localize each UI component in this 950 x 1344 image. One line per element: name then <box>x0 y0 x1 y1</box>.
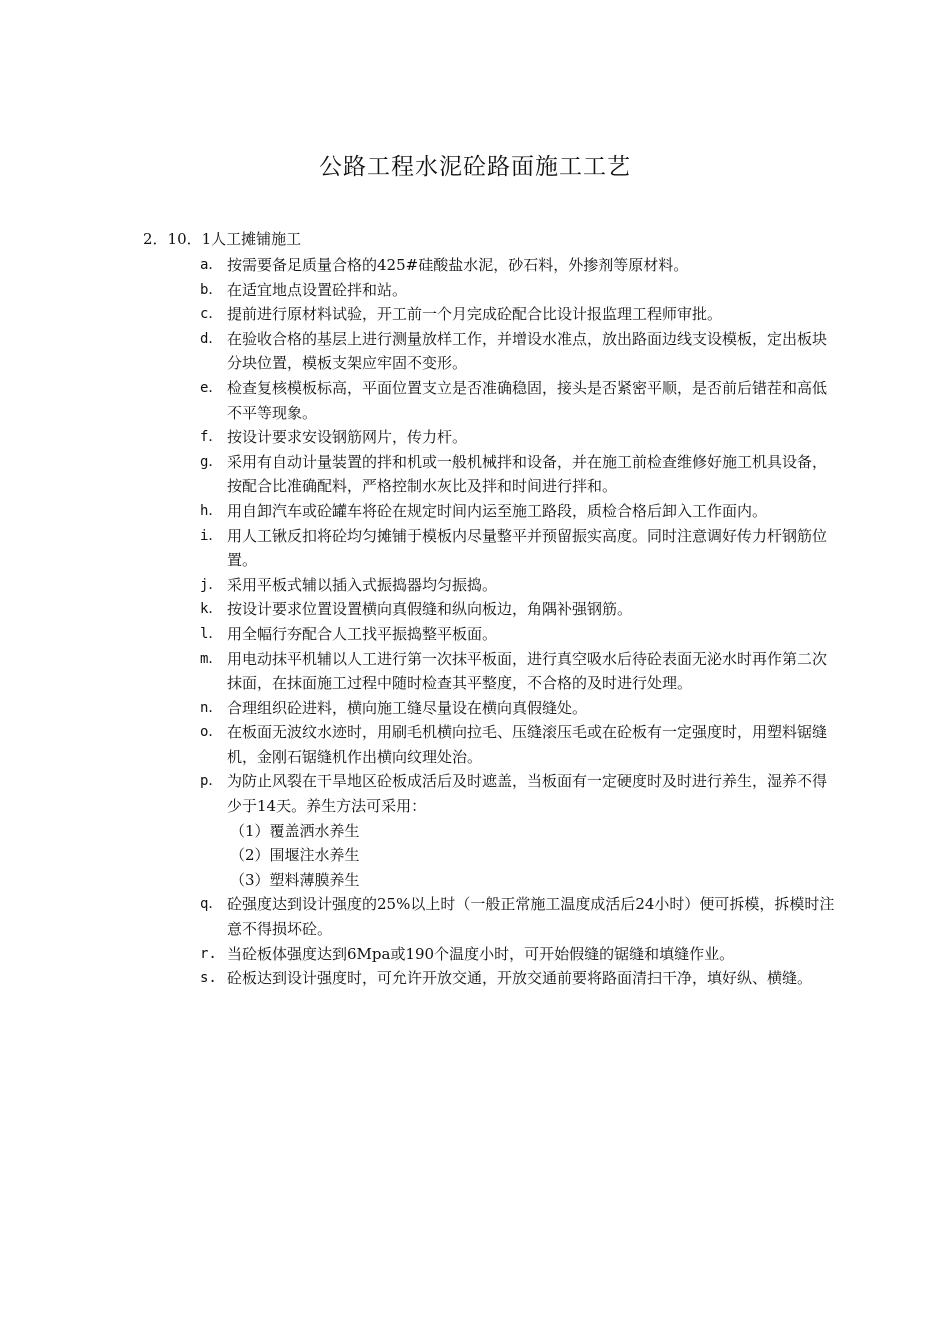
curing-method-item: （2）围堰注水养生 <box>230 846 360 865</box>
item-marker: a． <box>200 257 223 273</box>
item-text: 用人工锹反扣将砼均匀摊铺于模板内尽量整平并预留振实高度。同时注意调好传力杆钢筋位置。 <box>227 526 828 570</box>
page-title: 公路工程水泥砼路面施工工艺 <box>319 154 631 180</box>
item-marker: f． <box>200 429 223 446</box>
item-text: 用电动抹平机辅以人工进行第一次抹平板面，进行真空吸水后待砼表面无泌水时再作第二次抹面，在抹面施工过程中随时检查其平整度，不合格的及时进行处理。 <box>227 649 828 693</box>
item-marker: e． <box>200 379 223 396</box>
item-text: 按需要备足质量合格的425#硅酸盐水泥，砂石料，外掺剂等原材料。 <box>227 256 689 274</box>
list-item <box>200 622 840 647</box>
item-marker: j． <box>200 576 223 593</box>
item-text: 用全幅行夯配合人工找平振捣整平板面。 <box>227 624 498 643</box>
list-item <box>200 573 840 598</box>
list-item <box>200 499 840 524</box>
item-text: 砼板达到设计强度时，可允许开放交通，开放交通前要将路面清扫干净，填好纵、横缝。 <box>227 969 813 988</box>
section-heading: 2．10．1人工摊铺施工 <box>143 230 302 248</box>
item-marker: p． <box>200 773 223 790</box>
list-item <box>200 376 840 425</box>
list-item <box>200 720 840 769</box>
item-marker: h． <box>200 502 223 519</box>
item-text: 按设计要求安设钢筋网片，传力杆。 <box>227 428 468 447</box>
list-item <box>200 597 840 622</box>
item-marker: s. <box>200 970 217 987</box>
list-item <box>200 302 840 327</box>
item-marker: n． <box>200 699 223 716</box>
item-marker: o． <box>200 724 223 741</box>
list-item <box>200 524 840 573</box>
list-item <box>200 425 840 450</box>
list-item <box>200 327 840 376</box>
item-text: 提前进行原材料试验，开工前一个月完成砼配合比设计报监理工程师审批。 <box>227 305 723 324</box>
item-text: 当砼板体强度达到6Mpa或190个温度小时，可开始假缝的锯缝和填缝作业。 <box>227 944 735 963</box>
curing-method-item: （1）覆盖洒水养生 <box>230 821 360 840</box>
item-text: 合理组织砼进料，横向施工缝尽量设在横向真假缝处。 <box>227 698 588 717</box>
item-marker: m． <box>200 650 223 667</box>
list-item <box>200 942 840 967</box>
item-text: 用自卸汽车或砼罐车将砼在规定时间内运至施工路段，质检合格后卸入工作面内。 <box>227 501 768 520</box>
item-text: 在验收合格的基层上进行测量放样工作，并增设水准点，放出路面边线支设模板，定出板块分块位置，模板支架应牢固不变形。 <box>227 329 828 373</box>
construction-steps-list <box>200 253 840 991</box>
curing-method-item: （3）塑料薄膜养生 <box>230 870 360 889</box>
item-text: 采用平板式辅以插入式振捣器均匀振捣。 <box>227 575 498 594</box>
item-marker: i． <box>200 527 223 544</box>
item-text: 砼强度达到设计强度的25%以上时（一般正常施工温度成活后24小时）便可拆模，拆模时注意不得损坏砼。 <box>227 895 835 939</box>
list-item <box>200 966 840 991</box>
list-item <box>200 892 840 941</box>
list-item <box>200 450 840 499</box>
item-text: 采用有自动计量装置的拌和机或一般机械拌和设备，并在施工前检查维修好施工机具设备，按配合比准确配料，严格控制水灰比及拌和时间进行拌和。 <box>227 452 828 496</box>
list-item <box>200 769 840 818</box>
item-text: 为防止风裂在干旱地区砼板成活后及时遮盖，当板面有一定硬度时及时进行养生，湿养不得少于14天。养生方法可采用： <box>227 772 828 816</box>
list-item <box>200 696 840 721</box>
item-text: 检查复核模板标高，平面位置支立是否准确稳固，接头是否紧密平顺，是否前后错茬和高低不平等现象。 <box>227 378 828 422</box>
item-text: 按设计要求位置设置横向真假缝和纵向板边，角隅补强钢筋。 <box>227 600 633 619</box>
item-marker: g． <box>200 453 223 470</box>
item-marker: c． <box>200 306 223 323</box>
item-text: 在板面无波纹水迹时，用刷毛机横向拉毛、压缝滚压毛或在砼板有一定强度时，用塑料锯缝机，金刚石锯缝机作出横向纹理处治。 <box>227 723 828 766</box>
item-marker: r. <box>200 945 217 962</box>
item-marker: b． <box>200 281 223 298</box>
item-marker: l． <box>200 625 223 642</box>
item-marker: q． <box>200 896 223 913</box>
list-item <box>200 647 840 696</box>
item-marker: d． <box>200 330 223 347</box>
item-marker: k． <box>200 601 223 618</box>
list-item <box>200 278 840 303</box>
item-text: 在适宜地点设置砼拌和站。 <box>227 280 408 299</box>
list-item <box>200 253 840 278</box>
